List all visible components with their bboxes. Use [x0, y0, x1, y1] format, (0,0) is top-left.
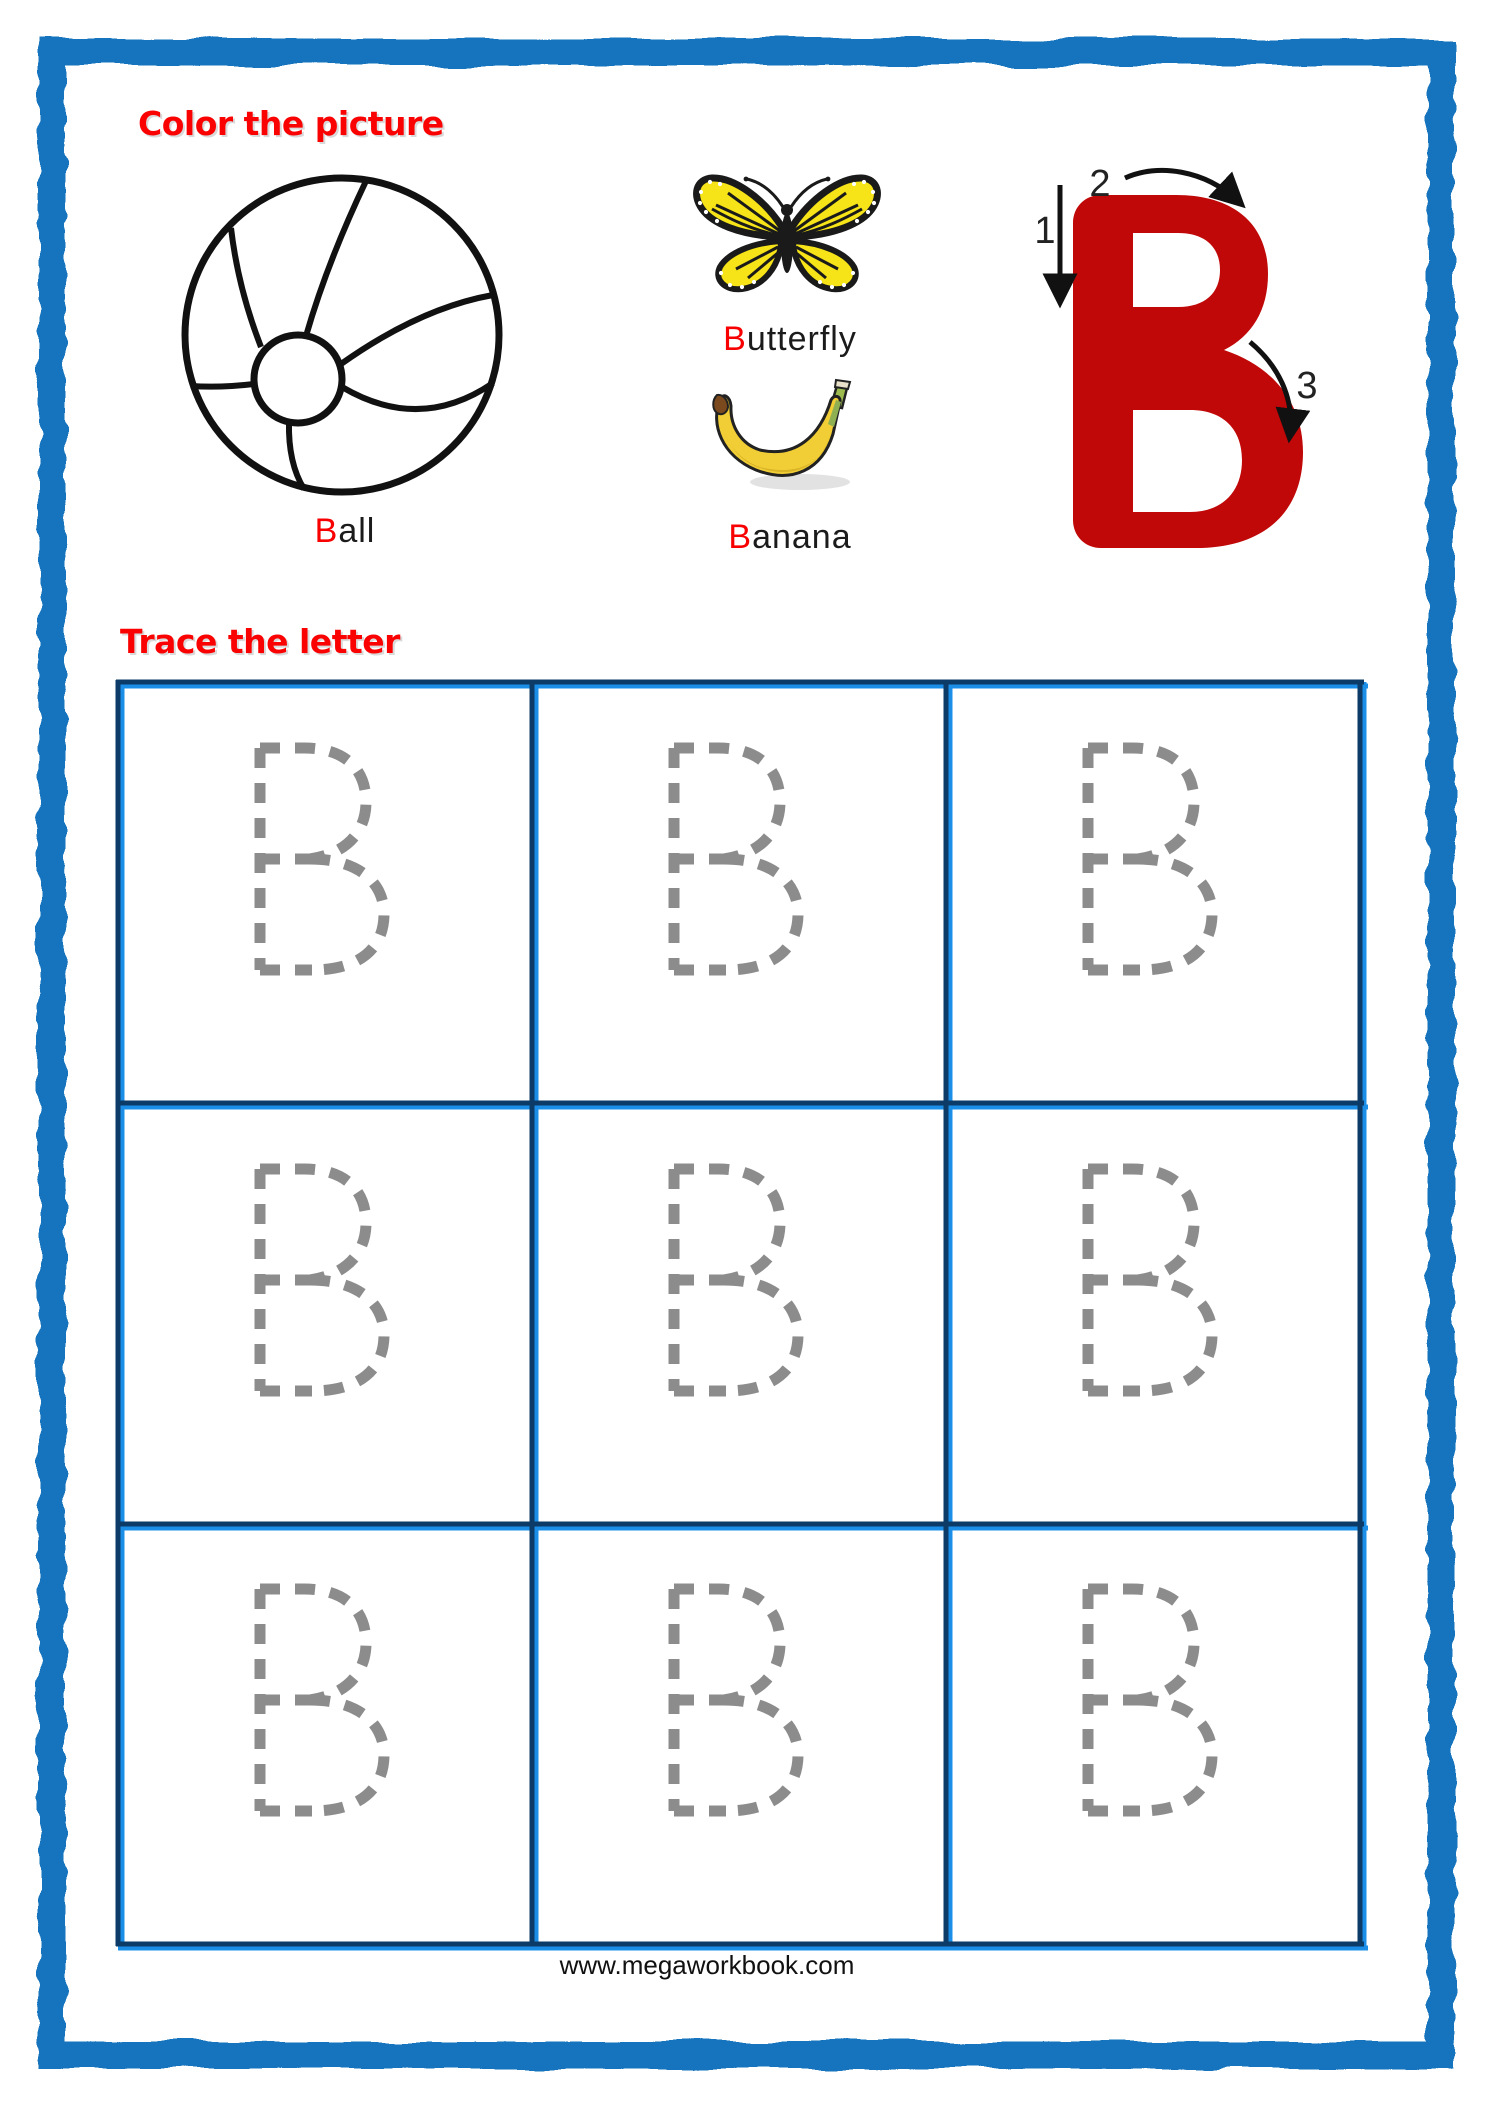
- stroke-number-1: 1: [1034, 210, 1056, 252]
- banana-picture: [700, 372, 870, 502]
- banana-label-rest: anana: [752, 518, 852, 556]
- stroke-number-2: 2: [1089, 163, 1111, 205]
- ball-label-initial: B: [314, 512, 339, 550]
- ball-label-rest: all: [338, 512, 376, 550]
- trace-letter-b: [666, 740, 816, 980]
- trace-letter-b: [252, 1161, 402, 1401]
- butterfly-picture: [690, 165, 885, 305]
- banana-label-initial: B: [728, 518, 753, 556]
- trace-letter-heading: Trace the letter: [120, 622, 400, 661]
- trace-cell: [532, 1523, 946, 1944]
- trace-cell: [532, 682, 946, 1103]
- trace-letter-b: [1080, 1161, 1230, 1401]
- website-url: www.megaworkbook.com: [559, 1950, 855, 1980]
- trace-cell: [118, 1103, 532, 1524]
- trace-letter-b: [1080, 740, 1230, 980]
- ball-picture: [175, 168, 515, 508]
- letter-guide: [1000, 130, 1420, 590]
- trace-letter-b: [666, 1581, 816, 1821]
- stroke-number-3: 3: [1296, 365, 1318, 407]
- trace-letter-b: [252, 740, 402, 980]
- trace-grid: [118, 682, 1360, 1944]
- trace-cell: [532, 1103, 946, 1524]
- trace-letter-b: [252, 1581, 402, 1821]
- banana-label: [640, 518, 940, 557]
- color-picture-heading: Color the picture: [138, 104, 444, 143]
- ball-label: [175, 512, 515, 551]
- trace-cell: [118, 1523, 532, 1944]
- trace-cell: [946, 682, 1360, 1103]
- trace-letter-b: [666, 1161, 816, 1401]
- big-letter-b: [1073, 195, 1303, 548]
- butterfly-label-initial: B: [723, 320, 747, 358]
- trace-cell: [946, 1103, 1360, 1524]
- butterfly-label-rest: utterfly: [746, 320, 857, 358]
- trace-cell: [946, 1523, 1360, 1944]
- trace-cell: [118, 682, 532, 1103]
- butterfly-label: [640, 320, 940, 359]
- trace-letter-b: [1080, 1581, 1230, 1821]
